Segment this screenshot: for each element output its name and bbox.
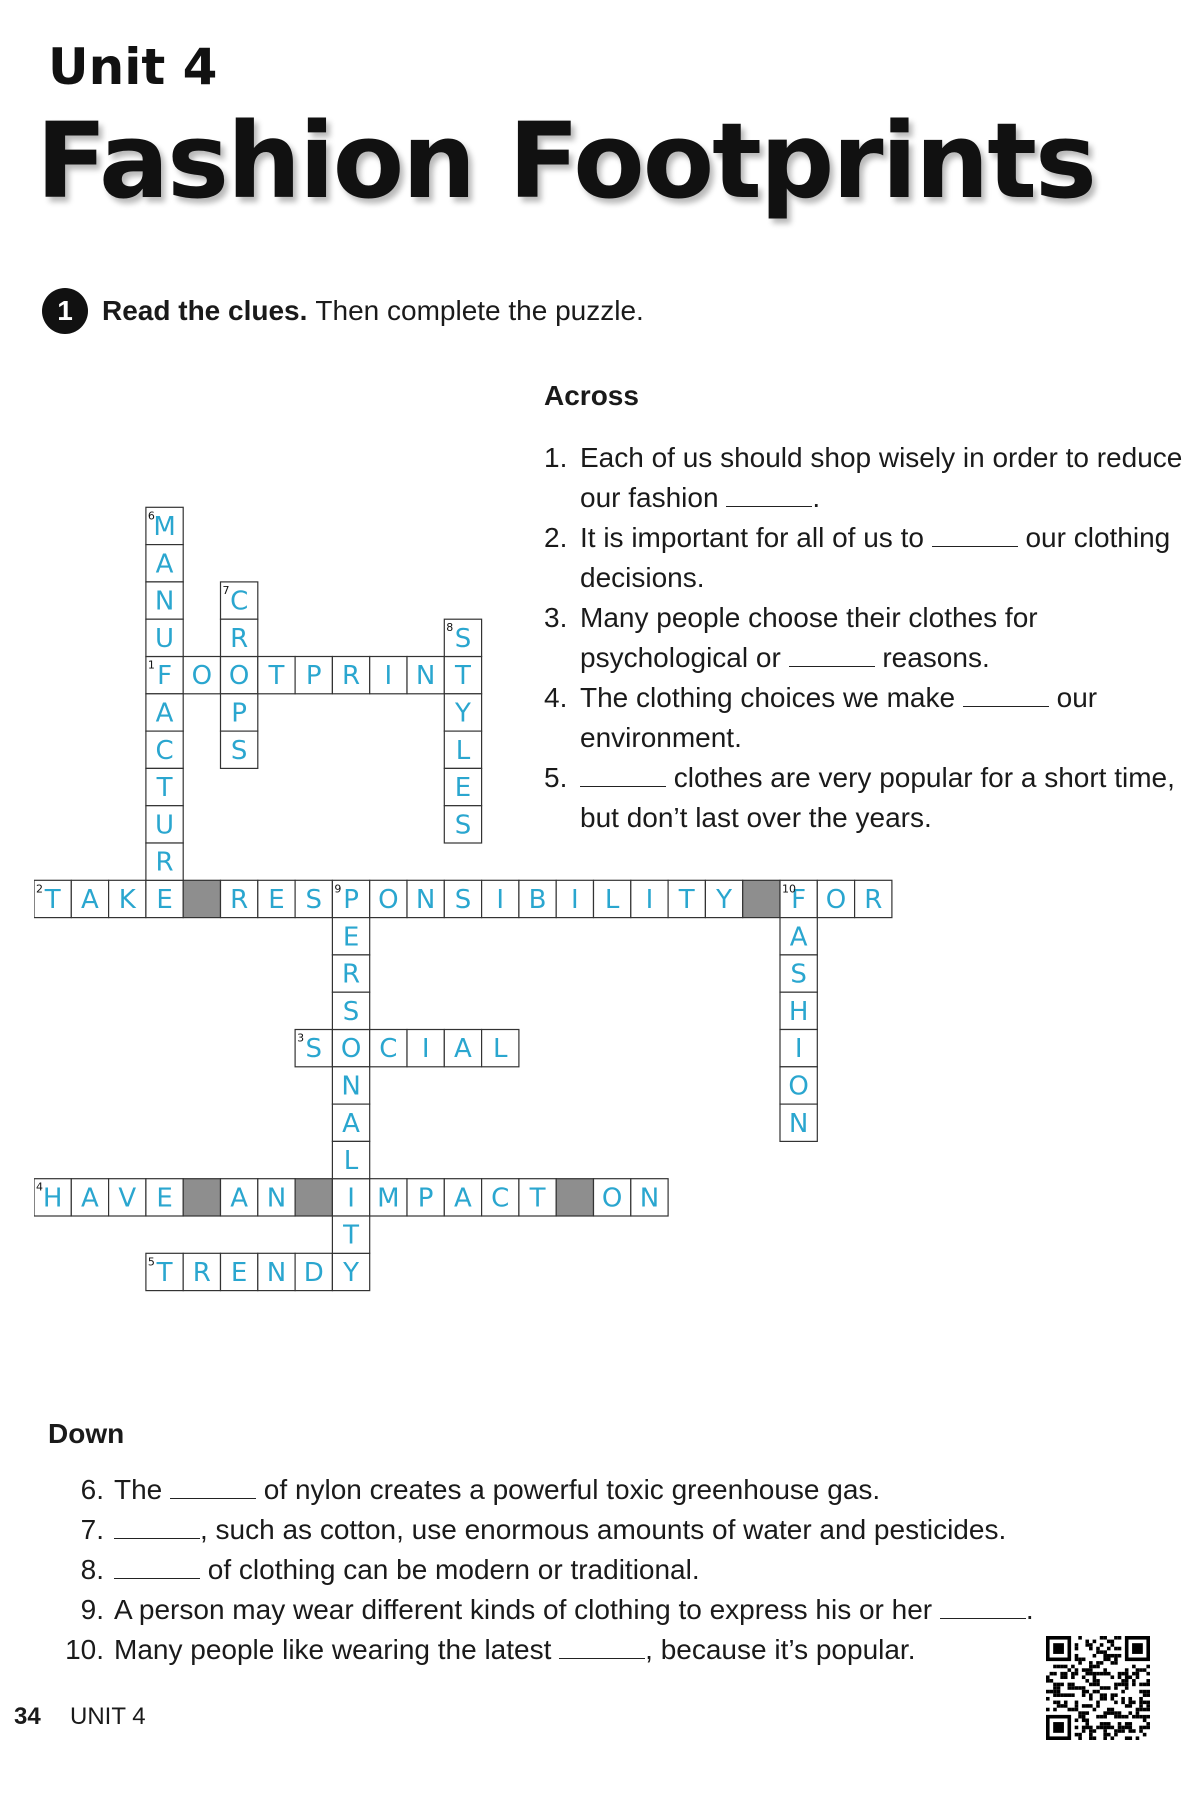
grid-cell[interactable] xyxy=(519,1179,556,1216)
grid-cell[interactable] xyxy=(817,880,854,917)
grid-cell[interactable] xyxy=(444,880,481,917)
grid-cell[interactable] xyxy=(146,582,183,619)
cell-letter: S xyxy=(230,735,248,766)
grid-cell[interactable] xyxy=(332,1104,369,1141)
cell-letter: I xyxy=(421,1034,430,1065)
grid-cell[interactable] xyxy=(109,1179,146,1216)
across-clue-4 xyxy=(544,678,1184,758)
grid-cell[interactable] xyxy=(221,582,258,619)
grid-cell[interactable] xyxy=(444,694,481,731)
cell-letter: T xyxy=(678,884,695,915)
cell-letter: A xyxy=(230,1183,249,1214)
cell-letter: P xyxy=(343,884,359,915)
instruction-text: Then complete the puzzle. xyxy=(315,295,644,326)
page-number: 34 xyxy=(14,1703,41,1730)
clue-text-after: clothes are very popular for a short time, but don’t last over the years. xyxy=(580,762,1175,833)
cell-letter: C xyxy=(230,586,249,617)
cell-letter: T xyxy=(268,661,285,692)
grid-cell[interactable] xyxy=(482,880,519,917)
cell-letter: O xyxy=(601,1183,623,1214)
clue-number-label: 5 xyxy=(147,1255,155,1269)
clue-text-before: Many people like wearing the latest xyxy=(114,1634,560,1665)
clue-text-after: , such as cotton, use enormous amounts of water and pesticides. xyxy=(200,1514,1007,1545)
cell-letter: L xyxy=(604,884,620,915)
grid-cell[interactable] xyxy=(332,992,369,1029)
grid-cell[interactable] xyxy=(332,1067,369,1104)
grid-cell[interactable] xyxy=(444,1179,481,1216)
clue-number: 10. xyxy=(65,1634,104,1665)
grid-cell[interactable] xyxy=(332,1179,369,1216)
grid-cell[interactable] xyxy=(295,1030,332,1067)
cell-letter: N xyxy=(154,586,175,617)
clue-number: 6. xyxy=(80,1474,104,1505)
grid-cell[interactable] xyxy=(705,880,742,917)
grid-cell[interactable] xyxy=(146,694,183,731)
grid-cell[interactable] xyxy=(407,880,444,917)
clue-text-after: . xyxy=(812,482,821,513)
grid-cell[interactable] xyxy=(594,880,631,917)
cell-letter: O xyxy=(825,884,847,915)
clue-text-before: The xyxy=(114,1474,171,1505)
grid-cell[interactable] xyxy=(34,1179,71,1216)
cell-letter: I xyxy=(384,661,393,692)
cell-letter: N xyxy=(341,1071,361,1102)
grid-cell[interactable] xyxy=(221,619,258,656)
grid-cell[interactable] xyxy=(332,918,369,955)
cell-letter: E xyxy=(454,773,472,804)
answer-blank[interactable] xyxy=(170,1476,256,1499)
clue-text-after: of nylon creates a powerful toxic greenhouse gas. xyxy=(256,1474,881,1505)
cell-letter: B xyxy=(528,884,547,915)
grid-cell[interactable] xyxy=(146,619,183,656)
grid-cell[interactable] xyxy=(332,1253,369,1290)
clue-number-label: 1 xyxy=(147,658,155,672)
grid-cell[interactable] xyxy=(780,1104,817,1141)
cell-letter: I xyxy=(571,884,579,915)
grid-cell[interactable] xyxy=(631,1179,668,1216)
clue-text-after: our clothing decisions. xyxy=(580,522,1171,593)
grid-cell[interactable] xyxy=(444,619,481,656)
grid-cell[interactable] xyxy=(407,1179,444,1216)
cell-letter: R xyxy=(342,959,361,990)
cell-letter: T xyxy=(343,1220,359,1251)
answer-blank[interactable] xyxy=(559,1636,645,1659)
clue-text-after: of clothing can be modern or traditional. xyxy=(200,1554,700,1585)
cell-letter: E xyxy=(268,884,285,915)
grid-cell[interactable] xyxy=(407,657,444,694)
clue-number: 7. xyxy=(80,1514,104,1545)
clue-text-after: our environment. xyxy=(580,682,1098,753)
clue-number: 5. xyxy=(544,762,568,793)
clue-text-before: The clothing choices we make xyxy=(580,682,963,713)
grid-cell[interactable] xyxy=(668,880,705,917)
grid-cell[interactable] xyxy=(370,657,407,694)
grid-cell[interactable] xyxy=(444,768,481,805)
clue-number-label: 2 xyxy=(36,882,43,896)
across-heading: Across xyxy=(544,380,639,411)
grid-cell[interactable] xyxy=(780,918,817,955)
cell-letter: U xyxy=(155,810,175,841)
answer-blank[interactable] xyxy=(940,1596,1026,1619)
answer-blank[interactable] xyxy=(932,524,1018,547)
grid-cell[interactable] xyxy=(332,1141,369,1178)
cell-letter: P xyxy=(231,698,247,729)
cell-letter: S xyxy=(342,996,360,1027)
cell-letter: M xyxy=(153,511,176,542)
across-clue-2 xyxy=(544,518,1184,598)
cell-letter: F xyxy=(791,884,807,915)
grid-cell[interactable] xyxy=(780,1067,817,1104)
cell-letter: H xyxy=(42,1183,63,1214)
cell-letter: S xyxy=(454,810,472,841)
cell-letter: T xyxy=(156,1257,173,1288)
grid-cell[interactable] xyxy=(332,1216,369,1253)
cell-letter: P xyxy=(305,661,322,692)
cell-letter: S xyxy=(305,884,323,915)
grid-cell[interactable] xyxy=(295,880,332,917)
grid-cell[interactable] xyxy=(482,1030,519,1067)
exercise-number-badge: 1 xyxy=(42,288,88,334)
grid-cell[interactable] xyxy=(221,1179,258,1216)
cell-letter: O xyxy=(191,661,213,692)
black-square xyxy=(295,1179,332,1216)
grid-cell[interactable] xyxy=(146,806,183,843)
cell-letter: I xyxy=(794,1034,803,1065)
grid-cell[interactable] xyxy=(519,880,556,917)
grid-cell[interactable] xyxy=(444,657,481,694)
cell-letter: A xyxy=(454,1183,472,1214)
grid-cell[interactable] xyxy=(444,1030,481,1067)
grid-cell[interactable] xyxy=(332,1030,369,1067)
cell-letter: R xyxy=(230,623,249,654)
cell-letter: A xyxy=(789,922,808,953)
grid-cell[interactable] xyxy=(780,992,817,1029)
cell-letter: E xyxy=(230,1257,248,1288)
cell-letter: A xyxy=(342,1108,360,1139)
clue-text-after: reasons. xyxy=(874,642,990,673)
grid-cell[interactable] xyxy=(258,1253,295,1290)
answer-blank[interactable] xyxy=(963,684,1049,707)
cell-letter: R xyxy=(155,847,174,878)
grid-cell[interactable] xyxy=(258,657,295,694)
grid-cell[interactable] xyxy=(370,1030,407,1067)
grid-cell[interactable] xyxy=(332,880,369,917)
grid-cell[interactable] xyxy=(370,880,407,917)
cell-letter: I xyxy=(645,884,654,915)
cell-letter: E xyxy=(156,1183,173,1214)
clue-number-label: 9 xyxy=(334,882,342,896)
grid-cell[interactable] xyxy=(146,1179,183,1216)
grid-cell[interactable] xyxy=(295,1253,332,1290)
clue-number: 4. xyxy=(544,682,568,713)
black-square xyxy=(183,1179,220,1216)
clue-text-after: . xyxy=(1025,1594,1034,1625)
across-clue-5 xyxy=(544,758,1184,838)
grid-cell[interactable] xyxy=(556,880,593,917)
cell-letter: T xyxy=(44,884,61,915)
down-clue-9 xyxy=(48,1590,1128,1630)
grid-cell[interactable] xyxy=(221,880,258,917)
page-title: Fashion Footprints xyxy=(36,100,1095,222)
cell-letter: A xyxy=(454,1034,472,1065)
cell-letter: N xyxy=(788,1108,809,1139)
grid-cell[interactable] xyxy=(258,880,295,917)
cell-letter: S xyxy=(790,959,807,990)
answer-blank[interactable] xyxy=(580,764,666,787)
grid-cell[interactable] xyxy=(370,1179,407,1216)
black-square xyxy=(183,880,220,917)
cell-letter: F xyxy=(157,661,173,692)
clue-number: 1. xyxy=(544,442,568,473)
grid-cell[interactable] xyxy=(183,1253,220,1290)
clue-number: 3. xyxy=(544,602,568,633)
cell-letter: L xyxy=(493,1034,508,1065)
cell-letter: T xyxy=(529,1183,546,1214)
clue-number: 9. xyxy=(80,1594,104,1625)
answer-blank[interactable] xyxy=(789,644,875,667)
cell-letter: D xyxy=(303,1257,324,1288)
cell-letter: O xyxy=(340,1034,362,1065)
black-square xyxy=(743,880,780,917)
grid-cell[interactable] xyxy=(332,955,369,992)
cell-letter: C xyxy=(155,735,174,766)
clue-text-before: Each of us should shop wisely in order to reduce our fashion xyxy=(580,442,1183,513)
qr-code-icon xyxy=(1046,1636,1150,1740)
cell-letter: C xyxy=(491,1183,510,1214)
cell-letter: S xyxy=(454,884,472,915)
cell-letter: L xyxy=(455,735,471,766)
cell-letter: H xyxy=(788,996,809,1027)
grid-cell[interactable] xyxy=(146,843,183,880)
cell-letter: U xyxy=(155,623,175,654)
grid-cell[interactable] xyxy=(221,1253,258,1290)
down-clue-7 xyxy=(48,1510,1128,1550)
cell-letter: O xyxy=(788,1071,809,1102)
cell-letter: A xyxy=(81,1183,99,1214)
grid-cell[interactable] xyxy=(482,1179,519,1216)
cell-letter: O xyxy=(378,884,399,915)
grid-cell[interactable] xyxy=(71,880,108,917)
cell-letter: P xyxy=(417,1183,434,1214)
clue-number-label: 6 xyxy=(147,509,155,523)
clue-text-before: Many people choose their clothes for psychological or xyxy=(580,602,1038,673)
grid-cell[interactable] xyxy=(631,880,668,917)
down-clue-8 xyxy=(48,1550,1128,1590)
grid-cell[interactable] xyxy=(221,731,258,768)
clue-number-label: 7 xyxy=(222,583,230,597)
black-square xyxy=(556,1179,593,1216)
answer-blank[interactable] xyxy=(114,1556,200,1579)
instruction-bold: Read the clues. xyxy=(102,295,308,326)
grid-cell[interactable] xyxy=(444,806,481,843)
down-heading: Down xyxy=(48,1418,125,1449)
cell-letter: C xyxy=(379,1034,398,1065)
grid-cell[interactable] xyxy=(780,880,817,917)
clue-number-label: 4 xyxy=(36,1180,43,1194)
cell-letter: O xyxy=(228,661,250,692)
grid-cell[interactable] xyxy=(855,880,892,917)
cell-letter: S xyxy=(305,1034,323,1065)
instruction xyxy=(42,288,644,334)
cell-letter: Y xyxy=(455,698,471,729)
clue-number-label: 3 xyxy=(297,1031,305,1045)
cell-letter: A xyxy=(155,698,174,729)
grid-cell[interactable] xyxy=(407,1030,444,1067)
cell-letter: N xyxy=(266,1257,287,1288)
grid-cell[interactable] xyxy=(146,768,183,805)
clue-number-label: 8 xyxy=(446,621,454,635)
grid-cell[interactable] xyxy=(295,657,332,694)
grid-cell[interactable] xyxy=(332,657,369,694)
cell-letter: Y xyxy=(716,884,732,915)
cell-letter: M xyxy=(377,1183,400,1214)
cell-letter: I xyxy=(347,1183,355,1214)
cell-letter: R xyxy=(192,1257,211,1288)
cell-letter: N xyxy=(415,884,436,915)
grid-cell[interactable] xyxy=(444,731,481,768)
grid-cell[interactable] xyxy=(146,657,183,694)
grid-cell[interactable] xyxy=(146,731,183,768)
clue-number-label: 10 xyxy=(782,882,796,896)
cell-letter: T xyxy=(156,773,173,804)
cell-letter: K xyxy=(118,884,136,915)
answer-blank[interactable] xyxy=(114,1516,200,1539)
grid-cell[interactable] xyxy=(146,880,183,917)
cell-letter: V xyxy=(118,1183,137,1214)
cell-letter: A xyxy=(155,549,174,580)
cell-letter: R xyxy=(864,884,883,915)
cell-letter: E xyxy=(156,884,173,915)
cell-letter: I xyxy=(496,884,505,915)
cell-letter: T xyxy=(455,661,471,692)
grid-cell[interactable] xyxy=(34,880,71,917)
grid-cell[interactable] xyxy=(780,955,817,992)
footer-unit: UNIT 4 xyxy=(70,1703,146,1730)
grid-cell[interactable] xyxy=(183,657,220,694)
grid-cell[interactable] xyxy=(221,657,258,694)
cell-letter: L xyxy=(343,1146,359,1177)
answer-blank[interactable] xyxy=(726,484,812,507)
grid-cell[interactable] xyxy=(71,1179,108,1216)
grid-cell[interactable] xyxy=(146,1253,183,1290)
grid-cell[interactable] xyxy=(780,1030,817,1067)
clue-text-before: A person may wear different kinds of clothing to express his or her xyxy=(114,1594,940,1625)
cell-letter: E xyxy=(342,922,360,953)
grid-cell[interactable] xyxy=(109,880,146,917)
cell-letter: Y xyxy=(343,1257,359,1288)
grid-cell[interactable] xyxy=(221,694,258,731)
grid-cell[interactable] xyxy=(258,1179,295,1216)
clue-text-after: , because it’s popular. xyxy=(645,1634,916,1665)
cell-letter: A xyxy=(81,884,99,915)
down-clue-10 xyxy=(48,1630,1128,1670)
down-clue-list xyxy=(48,1470,1128,1670)
across-clue-list xyxy=(544,438,1184,838)
clue-number: 8. xyxy=(80,1554,104,1585)
clue-text-before: It is important for all of us to xyxy=(580,522,932,553)
grid-cell[interactable] xyxy=(594,1179,631,1216)
cell-letter: N xyxy=(639,1183,660,1214)
cell-letter: N xyxy=(266,1183,287,1214)
unit-label: Unit 4 xyxy=(48,38,218,96)
across-clue-3 xyxy=(544,598,1184,678)
down-clue-6 xyxy=(48,1470,1128,1510)
grid-cell[interactable] xyxy=(146,507,183,544)
cell-letter: S xyxy=(454,623,472,654)
clue-number: 2. xyxy=(544,522,568,553)
across-clue-1 xyxy=(544,438,1184,518)
cell-letter: R xyxy=(230,884,249,915)
cell-letter: N xyxy=(415,661,436,692)
grid-cell[interactable] xyxy=(146,545,183,582)
cell-letter: R xyxy=(342,661,361,692)
